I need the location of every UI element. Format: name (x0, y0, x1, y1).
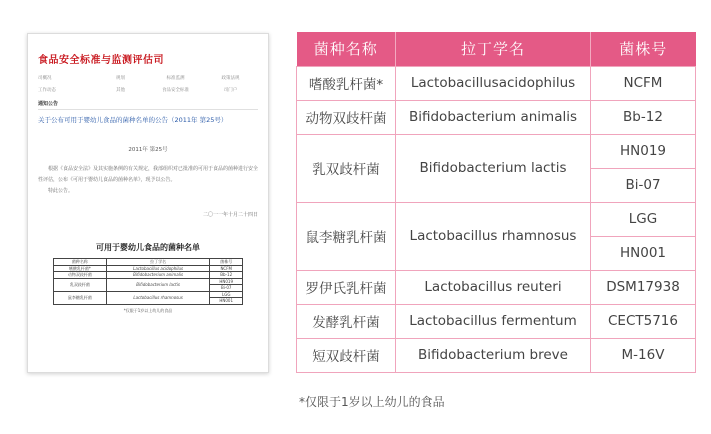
document-divider (38, 109, 258, 110)
document-table-footnote: *仅限于1岁以上幼儿的食品 (123, 307, 173, 313)
document-meta (38, 129, 258, 133)
latin-name-cell: Lactobacillus reuteri (396, 270, 591, 304)
document-paragraph: 根据《食品安全法》及其实施条例的有关规定，我部组织对已批准的可用于食品的菌种进行安全性评估，公布《可用于婴幼儿食品的菌种名单》，现予以公告。 (38, 166, 259, 183)
document-nav-item[interactable]: 标准监测 (166, 76, 185, 81)
strain-code-cell: Bi-07 (591, 168, 696, 202)
document-table-header: 拉丁学名 (106, 259, 210, 266)
document-nav-item[interactable]: 其他 (116, 88, 125, 93)
document-table-cell: Lactobacillus rhamnosus (106, 291, 210, 304)
strain-name-cell: 罗伊氏乳杆菌 (297, 270, 396, 304)
header-strain-name: 菌种名称 (297, 32, 396, 66)
strain-name-cell: 鼠李糖乳杆菌 (297, 202, 396, 270)
document-date: 二〇一一年十月二十四日 (202, 212, 258, 218)
table-row (297, 134, 696, 168)
strain-code-cell: HN019 (591, 134, 696, 168)
document-table-cell: 乳双歧杆菌 (54, 278, 107, 291)
document-top-bar (38, 38, 258, 43)
strain-table (296, 32, 696, 373)
latin-name-cell: Lactobacillusacidophilus (396, 66, 591, 100)
strain-name-cell: 发酵乳杆菌 (297, 304, 396, 338)
document-section-label: 通知公告 (38, 101, 59, 107)
document-nav-item[interactable]: 工作动态 (38, 88, 56, 93)
strain-name-cell: 短双歧杆菌 (297, 338, 396, 372)
strain-code-cell: HN001 (591, 236, 696, 270)
strain-code-cell: CECT5716 (591, 304, 696, 338)
table-row (297, 304, 696, 338)
document-table-cell: LGG (210, 291, 243, 298)
table-row (297, 66, 696, 100)
strain-table-header-row (297, 32, 696, 66)
document-nav (38, 75, 258, 93)
document-table-cell: Lactobacillus acidophilus (106, 265, 210, 272)
header-strain-code: 菌株号 (591, 32, 696, 66)
document-title: 食品安全标准与监测评估司 (38, 55, 164, 66)
latin-name-cell: Bifidobacterium lactis (396, 134, 591, 202)
document-list-title: 可用于婴幼儿食品的菌种名单 (96, 243, 200, 252)
latin-name-cell: Bifidobacterium animalis (396, 100, 591, 134)
table-row (297, 270, 696, 304)
table-row (297, 338, 696, 372)
document-table-cell: NCFM (210, 265, 243, 272)
strain-name-cell: 动物双歧杆菌 (297, 100, 396, 134)
strain-name-cell: 乳双歧杆菌 (297, 134, 396, 202)
header-latin-name: 拉丁学名 (396, 32, 591, 66)
document-table-cell: Bifidobacterium lactis (106, 278, 210, 291)
document-table-cell: 嗜酸乳杆菌* (54, 265, 107, 272)
document-table-cell: Bifidobacterium animalis (106, 272, 210, 279)
document-nav-item[interactable]: 政策法规 (221, 76, 240, 81)
strain-code-cell: DSM17938 (591, 270, 696, 304)
strain-name-cell: 嗜酸乳杆菌* (297, 66, 396, 100)
strain-code-cell: Bb-12 (591, 100, 696, 134)
document-issue-number: 2011年 第25号 (128, 147, 168, 153)
latin-name-cell: Lactobacillus rhamnosus (396, 202, 591, 270)
document-nav-item[interactable]: 司概况 (38, 76, 52, 81)
strain-code-cell: M-16V (591, 338, 696, 372)
document-nav-item[interactable]: 司门户 (223, 88, 238, 93)
document-table-cell: 动物双歧杆菌 (54, 272, 107, 279)
document-notice-title[interactable]: 关于公布可用于婴幼儿食品的菌种名单的公告（2011年 第25号） (38, 116, 228, 124)
latin-name-cell: Lactobacillus fermentum (396, 304, 591, 338)
strain-code-cell: NCFM (591, 66, 696, 100)
document-screenshot (27, 33, 269, 373)
document-table-cell: HN019 (210, 278, 243, 285)
document-nav-item[interactable]: 食品安全标准 (162, 88, 189, 93)
document-paragraph: 特此公告。 (48, 188, 74, 194)
table-row (297, 100, 696, 134)
document-nav-item[interactable]: 规划 (116, 76, 125, 81)
document-table-cell: HN001 (210, 298, 243, 305)
table-row (297, 202, 696, 236)
document-table-header: 菌株号 (210, 259, 243, 266)
strain-code-cell: LGG (591, 202, 696, 236)
latin-name-cell: Bifidobacterium breve (396, 338, 591, 372)
document-table-cell: 鼠李糖乳杆菌 (54, 291, 107, 304)
document-strain-table (53, 258, 243, 305)
document-table-cell: Bi-07 (210, 285, 243, 292)
document-table-header: 菌种名称 (54, 259, 107, 266)
document-table-cell: Bb-12 (210, 272, 243, 279)
table-footnote: *仅限于1岁以上幼儿的食品 (299, 395, 445, 409)
